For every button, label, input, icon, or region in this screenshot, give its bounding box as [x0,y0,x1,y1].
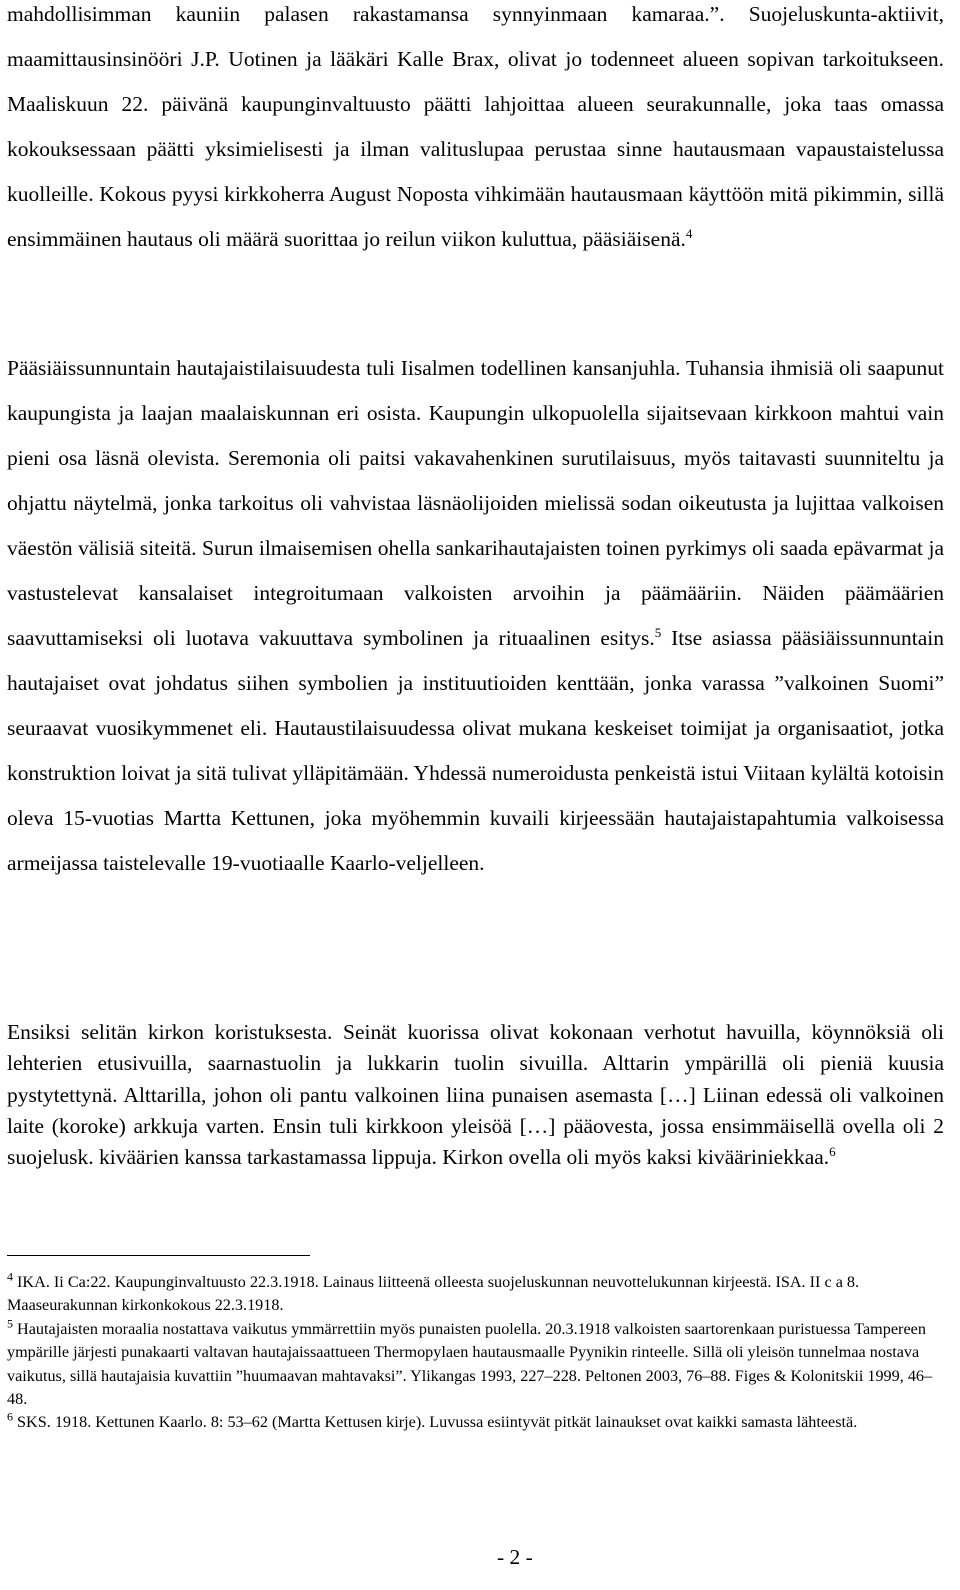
footnote-text: IKA. Ii Ca:22. Kaupunginvaltuusto 22.3.1918. Lainaus liitteenä olleesta suojeluskunnan neuvottelukunnan kirjeestä. ISA. II c a 8. Maaseurakunnan kirkonkokous 22.3.1918. [7,1273,860,1315]
footnote-number: 6 [7,1410,13,1425]
footnote-number: 4 [7,1269,13,1284]
footnote-text: Hautajaisten moraalia nostattava vaikutus ymmärrettiin myös punaisten puolella. 20.3.1918 valkoisten saartorenkaan puristuessa Tampereen ympärille järjesti punakaarti valtavan hautajaissaattueen Thermopylaen hautausmaalle Pyynikin rinteelle. Sillä oli yleisön tunnelmaa nostava vaikutus, sillä hautajaisia kuvattiin ”huumaavan mahtavaksi”. Ylikangas 1993, 227–228. Peltonen 2003, 76–88. Figes & Kolonitskii 1999, 46–48. [7,1319,933,1409]
quote-text: Ensiksi selitän kirkon koristuksesta. Seinät kuorissa olivat kokonaan verhotut havuilla, köynnöksiä oli lehterien etusivuilla, saarnastuolin ja lukkarin tuolin sivuilla. Alttarin ympärillä oli pieniä kuusia pystytettynä. Alttarilla, johon oli pantu valkoinen liina punaisen asemasta […] Liinan edessä oli valkoinen laite (koroke) arkkuja varten. Ensin tuli kirkkoon yleisöä […] pääovesta, jossa ensimmäisellä ovella oli 2 suojelusk. kiväärien kanssa tarkastamassa lippuja. Kirkon ovella oli myös kaksi kivääriniekkaa. [7,1020,944,1170]
footnote-separator [7,1255,310,1256]
footnote-reference-5[interactable]: 5 [654,624,662,640]
footnote-4 [7,1271,939,1318]
block-quote-paragraph [7,1017,944,1173]
footnote-6 [7,1411,939,1434]
body-paragraph-2 [7,346,944,886]
paragraph-text: mahdollisimman kauniin palasen rakastamansa synnyinmaan kamaraa.”. Suojeluskunta-aktiivit, maamittausinsinööri J.P. Uotinen ja lääkäri Kalle Brax, olivat jo todenneet alueen sopivan tarkoitukseen. Maaliskuun 22. päivänä kaupunginvaltuusto päätti lahjoittaa alueen seurakunnalle, joka taas omassa kokouksessaan päätti yksimielisesti ja ilman valituslupaa perustaa sinne hautausmaan vapaustaistelussa kuolleille. Kokous pyysi kirkkoherra August Noposta vihkimään hautausmaan käyttöön mitä pikimmin, sillä ensimmäinen hautaus oli määrä suorittaa jo reilun viikon kuluttua, pääsiäisenä. [7,2,944,251]
footnote-5 [7,1318,939,1412]
body-paragraph-1 [7,0,944,262]
page-number: - 2 - [497,1545,533,1569]
paragraph-text-continued: Itse asiassa pääsiäissunnuntain hautajaiset ovat johdatus siihen symbolien ja instituutioiden kenttään, jonka varassa ”valkoinen Suomi” seuraavat vuosikymmenet eli. Hautaustilaisuudessa olivat mukana keskeiset toimijat ja organisaatiot, jotka konstruktion loivat ja sitä tulivat ylläpitämään. Yhdessä numeroidusta penkeistä istui Viitaan kylältä kotoisin oleva 15-vuotias Martta Kettunen, joka myöhemmin kuvaili kirjeessään hautajaistapahtumia valkoisessa armeijassa taistelevalle 19-vuotiaalle Kaarlo-veljelleen. [7,626,944,875]
paragraph-text: Pääsiäissunnuntain hautajaistilaisuudesta tuli Iisalmen todellinen kansanjuhla. Tuhansia ihmisiä oli saapunut kaupungista ja laajan maalaiskunnan eri osista. Kaupungin ulkopuolella sijaitsevaan kirkkoon mahtui vain pieni osa läsnä olevista. Seremonia oli paitsi vakavahenkinen surutilaisuus, myös taitavasti suunniteltu ja ohjattu näytelmä, jonka tarkoitus oli vahvistaa läsnäolijoiden mielissä sodan oikeutusta ja lujittaa valkoisen väestön välisiä siteitä. Surun ilmaisemisen ohella sankarihautajaisten toinen pyrkimys oli saada epävarmat ja vastustelevat kansalaiset integroitumaan valkoisten arvoihin ja päämääriin. Näiden päämäärien saavuttamiseksi oli luotava vakuuttava symbolinen ja rituaalinen esitys. [7,356,944,650]
footnote-reference-4[interactable]: 4 [685,225,693,241]
footnotes-section [7,1271,939,1435]
footnote-text: SKS. 1918. Kettunen Kaarlo. 8: 53–62 (Martta Kettusen kirje). Luvussa esiintyvät pitkät lainaukset ovat kaikki samasta lähteestä. [13,1413,858,1432]
footnote-reference-6[interactable]: 6 [829,1144,836,1160]
footnote-number: 5 [7,1316,13,1331]
